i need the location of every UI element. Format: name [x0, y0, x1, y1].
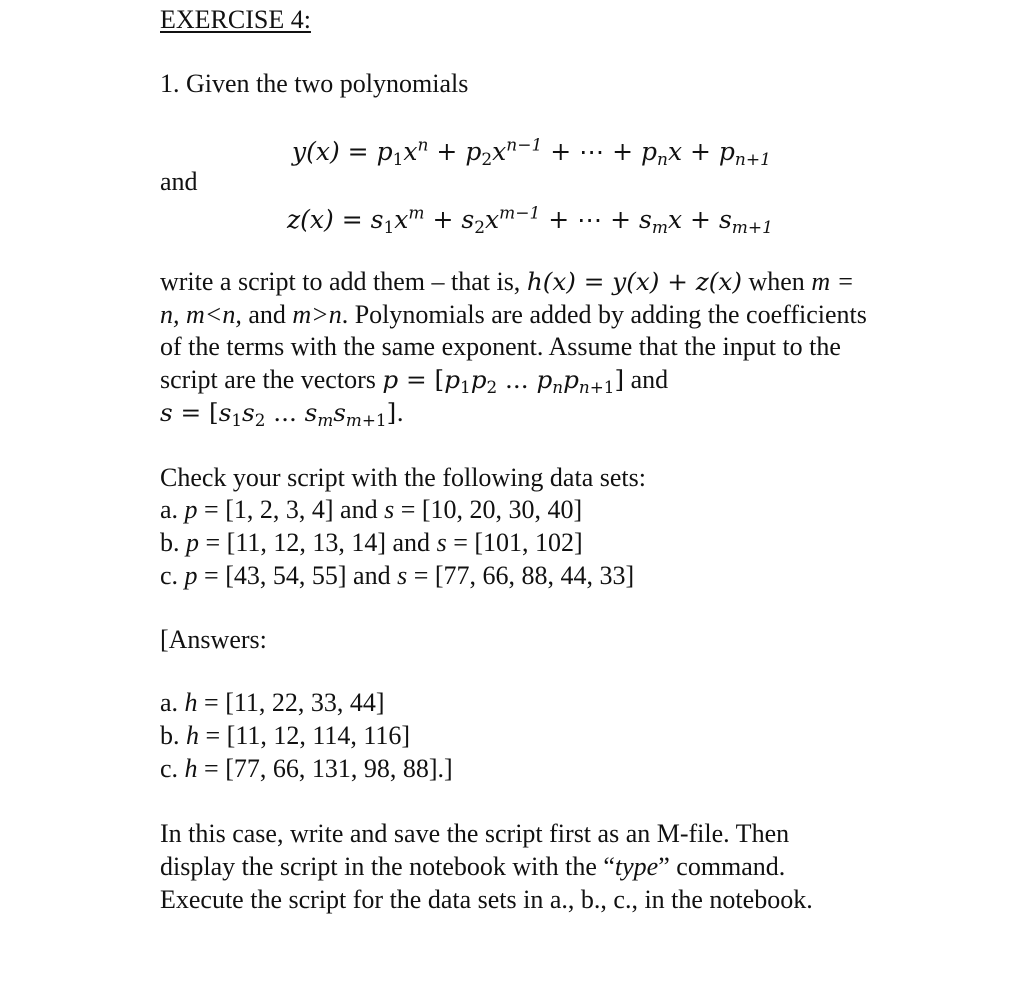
answer-c: c. h = [77, 66, 131, 98, 88].] [160, 754, 453, 783]
paragraph-line-3: of the terms with the same exponent. Assume that the input to the [160, 332, 841, 361]
data-set-b: b. p = [11, 12, 13, 14] and s = [101, 102] [160, 528, 583, 557]
paragraph-line-2: n, m<n, and m>n. Polynomials are added by adding the coefficients [160, 300, 867, 329]
type-command: type [614, 852, 659, 881]
equation-z: $z(x) = s_1x^m + s_2x^{m-1}$ + ⋯ + $s_mx + s_{m+1}$ [287, 203, 773, 239]
intro-line: 1. Given the two polynomials [160, 69, 469, 98]
check-heading: Check your script with the following data sets: [160, 463, 646, 492]
paragraph-line-1: write a script to add them – that is, h(x) = y(x) + z(x) when m = [160, 267, 855, 296]
exercise-title: EXERCISE 4: [160, 5, 311, 34]
vector-p-definition: $p = [p_1p_2$ ... $p_np_{n+1}$] [382, 365, 625, 398]
paragraph-line-5 [160, 397, 404, 429]
paragraph-line-4: script are the vectors $p = [p_1p_2$ ... $p_np_{n+1}$] and [160, 365, 669, 398]
answer-a: a. h = [11, 22, 33, 44] [160, 688, 385, 717]
closing-line-1: In this case, write and save the script first as an M-file. Then [160, 819, 790, 848]
closing-line-2: display the script in the notebook with the “type” command. [160, 852, 786, 881]
and-connector: and [160, 167, 198, 196]
answers-heading: [Answers: [160, 625, 267, 654]
h-equation: h(x) = y(x) + z(x) [526, 267, 742, 296]
vector-s-definition: $s = [s_1s_2$ ... $s_ms_{m+1}$]. [160, 398, 405, 431]
closing-line-3: Execute the script for the data sets in a., b., c., in the notebook. [160, 885, 813, 914]
data-set-c: c. p = [43, 54, 55] and s = [77, 66, 88, 44, 33] [160, 561, 635, 590]
eq-z-lhs: z(x) [287, 205, 334, 234]
equation-y: $y(x) = p_1x^n + p_2x^{n-1}$ + ⋯ + $p_nx + p_{n+1}$ [292, 135, 771, 171]
eq-y-lhs: y(x) [292, 137, 340, 166]
data-set-a: a. p = [1, 2, 3, 4] and s = [10, 20, 30, 40] [160, 495, 583, 524]
answer-b: b. h = [11, 12, 114, 116] [160, 721, 411, 750]
